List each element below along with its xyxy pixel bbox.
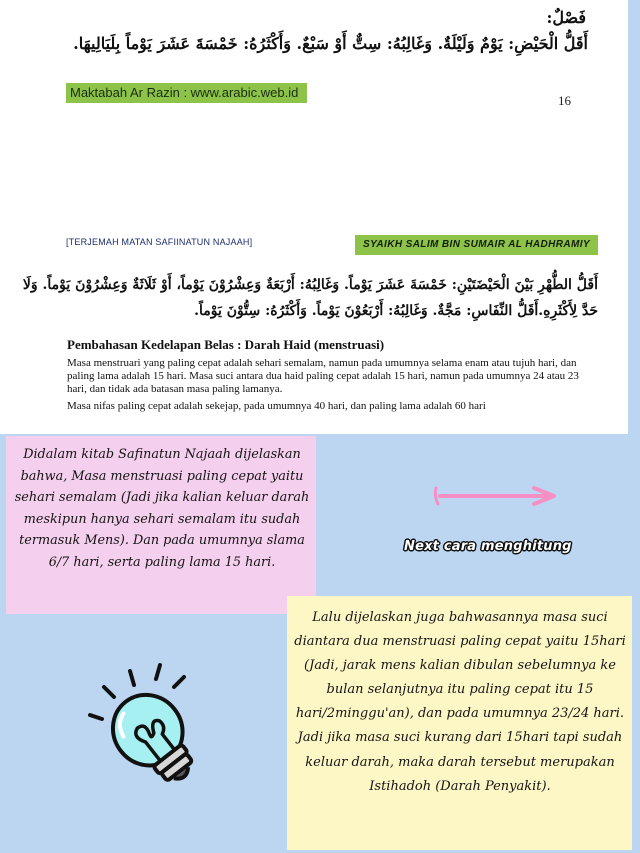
arabic-text-line: حَدَّ لِأَكْثَرِهِ.أَقَلُّ النِّفَاسِ: مَجَّةٌ. وَغَالِبُهُ: أَرْبَعُوْنَ يَوْماً. وَأَكْثَرُهُ: سِتُّوْنَ يَوْماً. xyxy=(194,303,598,319)
lightbulb-icon xyxy=(82,657,232,807)
next-step-label: Next cara menghitung xyxy=(404,539,572,554)
section-heading-arabic: فَصْلٌ: xyxy=(546,8,586,27)
book-page-image xyxy=(0,0,628,434)
paragraph: Masa nifas paling cepat adalah sekejap, pada umumnya 40 hari, dan paling lama adalah 60 hari xyxy=(67,400,486,412)
watermark-label: Maktabah Ar Razin : www.arabic.web.id xyxy=(66,83,307,103)
page-number: 16 xyxy=(558,93,571,108)
book-header-title: [TERJEMAH MATAN SAFIINATUN NAJAAH] xyxy=(66,237,253,247)
translation-text xyxy=(67,357,587,417)
yellow-note-text: Lalu dijelaskan juga bahwasannya masa suci diantara dua menstruasi paling cepat yaitu 15hari (Jadi, jarak mens kalian dibulan sebelumnya ke bulan selanjutnya itu paling cepat itu 15 hari/2minggu'an), dan pada umumnya 23/24 hari. Jadi jika masa suci kurang dari 15hari tapi sudah keluar darah, maka darah tersebut merupakan Istihadoh (Darah Penyakit). xyxy=(294,610,626,794)
arabic-text-line: أَقَلُّ الْحَيْضِ: يَوْمٌ وَلَيْلَةٌ. وَغَالِبُهُ: سِتٌّ أَوْ سَبْعٌ. وَأَكْثَرُهُ: خَمْسَةَ عَشَرَ يَوْماً بِلَيَالِيهَا. xyxy=(73,34,588,53)
arabic-text-line: أَقَلُّ الطُّهْرِ بَيْنَ الْحَيْضَتَيْنِ: خَمْسَةَ عَشَرَ يَوْماً. وَغَالِبُهُ: أَرْبَعَةٌ وَعِشْرُوْنَ يَوْماً، أَوْ ثَلَاثَةٌ وَعِشْرُوْنَ يَوْماً. وَلَا xyxy=(22,277,598,293)
pink-note-text: Didalam kitab Safinatun Najaah dijelaskan bahwa, Masa menstruasi paling cepat yaitu sehari semalam (Jadi jika kalian keluar darah meskipun hanya sehari semalam itu sudah termasuk Mens). Dan pada umumnya slama 6/7 hari, serta paling lama 15 hari. xyxy=(14,447,310,570)
paragraph: Masa menstruari yang paling cepat adalah sehari semalam, namun pada umumnya selama enam atau tujuh hari, dan paling lama adalah 15 hari. Masa suci antara dua haid paling cepat adalah 15 hari, namun pada umumnya 24 atau 23 hari, dan tidak ada batasan masa paling lamanya. xyxy=(67,357,579,395)
arabic-text-block xyxy=(22,272,598,324)
arrow-right-icon xyxy=(430,476,570,516)
section-heading: Pembahasan Kedelapan Belas : Darah Haid (menstruasi) xyxy=(67,337,385,352)
author-label: SYAIKH SALIM BIN SUMAIR AL HADHRAMIY xyxy=(355,235,598,255)
